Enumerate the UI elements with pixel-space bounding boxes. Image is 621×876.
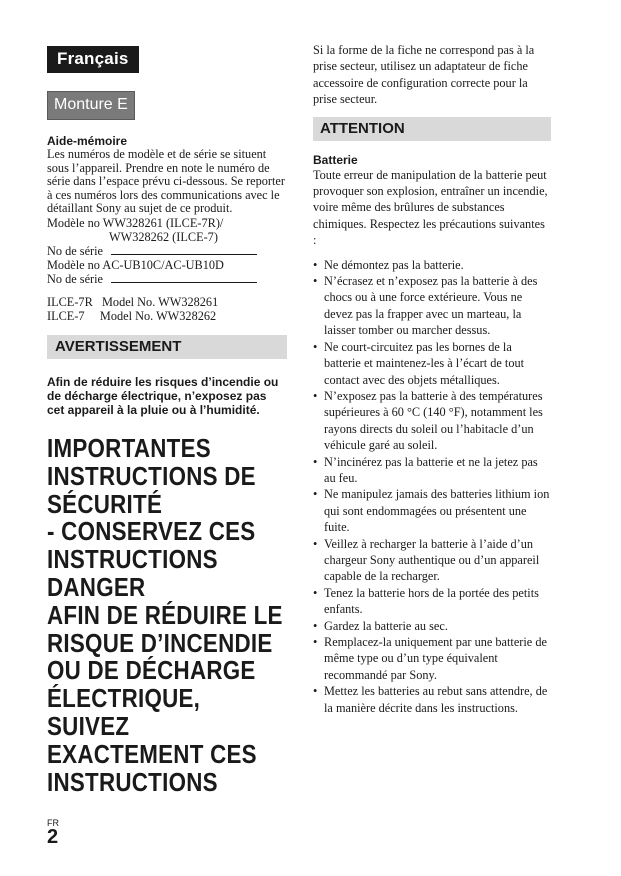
safety-line: - CONSERVEZ CES: [47, 516, 256, 547]
ilce-line-2: ILCE-7 Model No. WW328262: [47, 308, 217, 323]
warning-text: Afin de réduire les risques d’incendie ou de décharge électrique, n’exposez pas cet appareil à la pluie ou à l’humidité.: [47, 374, 279, 417]
serial-label-2: No de série: [47, 271, 103, 286]
memo-text: Les numéros de modèle et de série se situent sous l’appareil. Prendre en note le numéro de série dans l’espace prévu ci-dessous. Se reporter à ces numéros lors des communications avec le détaillant Sony au sujet de ce produit.: [47, 147, 285, 216]
list-item: • Ne manipulez jamais des batteries lithium ion qui sont endommagées ou présentent une fuite.: [313, 486, 551, 535]
safety-line: INSTRUCTIONS: [47, 544, 218, 575]
list-item: • N’écrasez et n’exposez pas la batterie à des chocs ou à une force extérieure. Vous ne devez pas la frapper avec un marteau, la laisser tomber ou marcher dessus.: [313, 273, 551, 339]
serial-blank-2: [111, 273, 257, 283]
list-item: • N’incinérez pas la batterie et ne la jetez pas au feu.: [313, 454, 551, 487]
serial-blank-1: [111, 245, 257, 255]
list-item: • Remplacez-la uniquement par une batterie de même type ou d’un type équivalent recommandé par Sony.: [313, 634, 551, 683]
list-item: • Tenez la batterie hors de la portée des petits enfants.: [313, 585, 551, 618]
warning-bar: AVERTISSEMENT: [47, 335, 287, 359]
safety-line: IMPORTANTES: [47, 432, 211, 463]
right-column: [313, 42, 551, 716]
left-column: [47, 46, 287, 796]
attention-bar: ATTENTION: [313, 117, 551, 141]
list-item: • Gardez la batterie au sec.: [313, 618, 551, 634]
list-item: • Veillez à recharger la batterie à l’aide d’un chargeur Sony authentique ou d’un appareil capable de la recharger.: [313, 536, 551, 585]
safety-line: DANGER: [47, 571, 146, 602]
safety-line: AFIN DE RÉDUIRE LE: [47, 599, 283, 630]
memo-title: Aide-mémoire: [47, 134, 128, 148]
list-item: • N’exposez pas la batterie à des températures supérieures à 60 °C (140 °F), notamment les rayons directs du soleil ou l’habitacle d’un véhicule garé au soleil.: [313, 388, 551, 454]
safety-line: OU DE DÉCHARGE: [47, 655, 256, 686]
list-item: • Ne démontez pas la batterie.: [313, 257, 551, 273]
safety-line: RISQUE D’INCENDIE: [47, 627, 273, 658]
battery-precautions-list: [313, 257, 551, 716]
page-number: 2: [47, 826, 59, 848]
battery-text: Toute erreur de manipulation de la batterie peut provoquer son explosion, entraîner un incendie, voire même des brûlures de substances chimiques. Respectez les précautions suivantes :: [313, 167, 548, 248]
serial-label-1: No de série: [47, 243, 103, 258]
safety-heading: [47, 432, 288, 797]
model-line-2: Modèle no AC-UB10C/AC-UB10D: [47, 257, 224, 272]
safety-line: INSTRUCTIONS: [47, 766, 218, 797]
model-line-1b: WW328262 (ILCE-7): [109, 229, 218, 244]
safety-line: SÉCURITÉ: [47, 488, 163, 519]
mount-tab: Monture E: [47, 91, 135, 120]
safety-line: EXACTEMENT CES: [47, 738, 257, 769]
model-line-1: Modèle no WW328261 (ILCE-7R)/: [47, 215, 224, 230]
safety-line: ÉLECTRIQUE, SUIVEZ: [47, 683, 201, 741]
serial-row-2: [47, 272, 287, 286]
safety-line: INSTRUCTIONS DE: [47, 460, 256, 491]
list-item: • Ne court-circuitez pas les bornes de la batterie et maintenez-les à l’écart de tout contact avec des objets métalliques.: [313, 339, 551, 388]
list-item: • Mettez les batteries au rebut sans attendre, de la manière décrite dans les instructions.: [313, 683, 551, 716]
plug-text: Si la forme de la fiche ne correspond pas à la prise secteur, utilisez un adaptateur de fiche accessoire de configuration correcte pour la prise secteur.: [313, 43, 535, 107]
ilce-line-1: ILCE-7R Model No. WW328261: [47, 294, 219, 309]
battery-title: Batterie: [313, 152, 358, 167]
serial-row-1: [47, 244, 287, 258]
language-tab: Français: [47, 46, 139, 73]
footer-lang-code: FR: [47, 818, 59, 828]
